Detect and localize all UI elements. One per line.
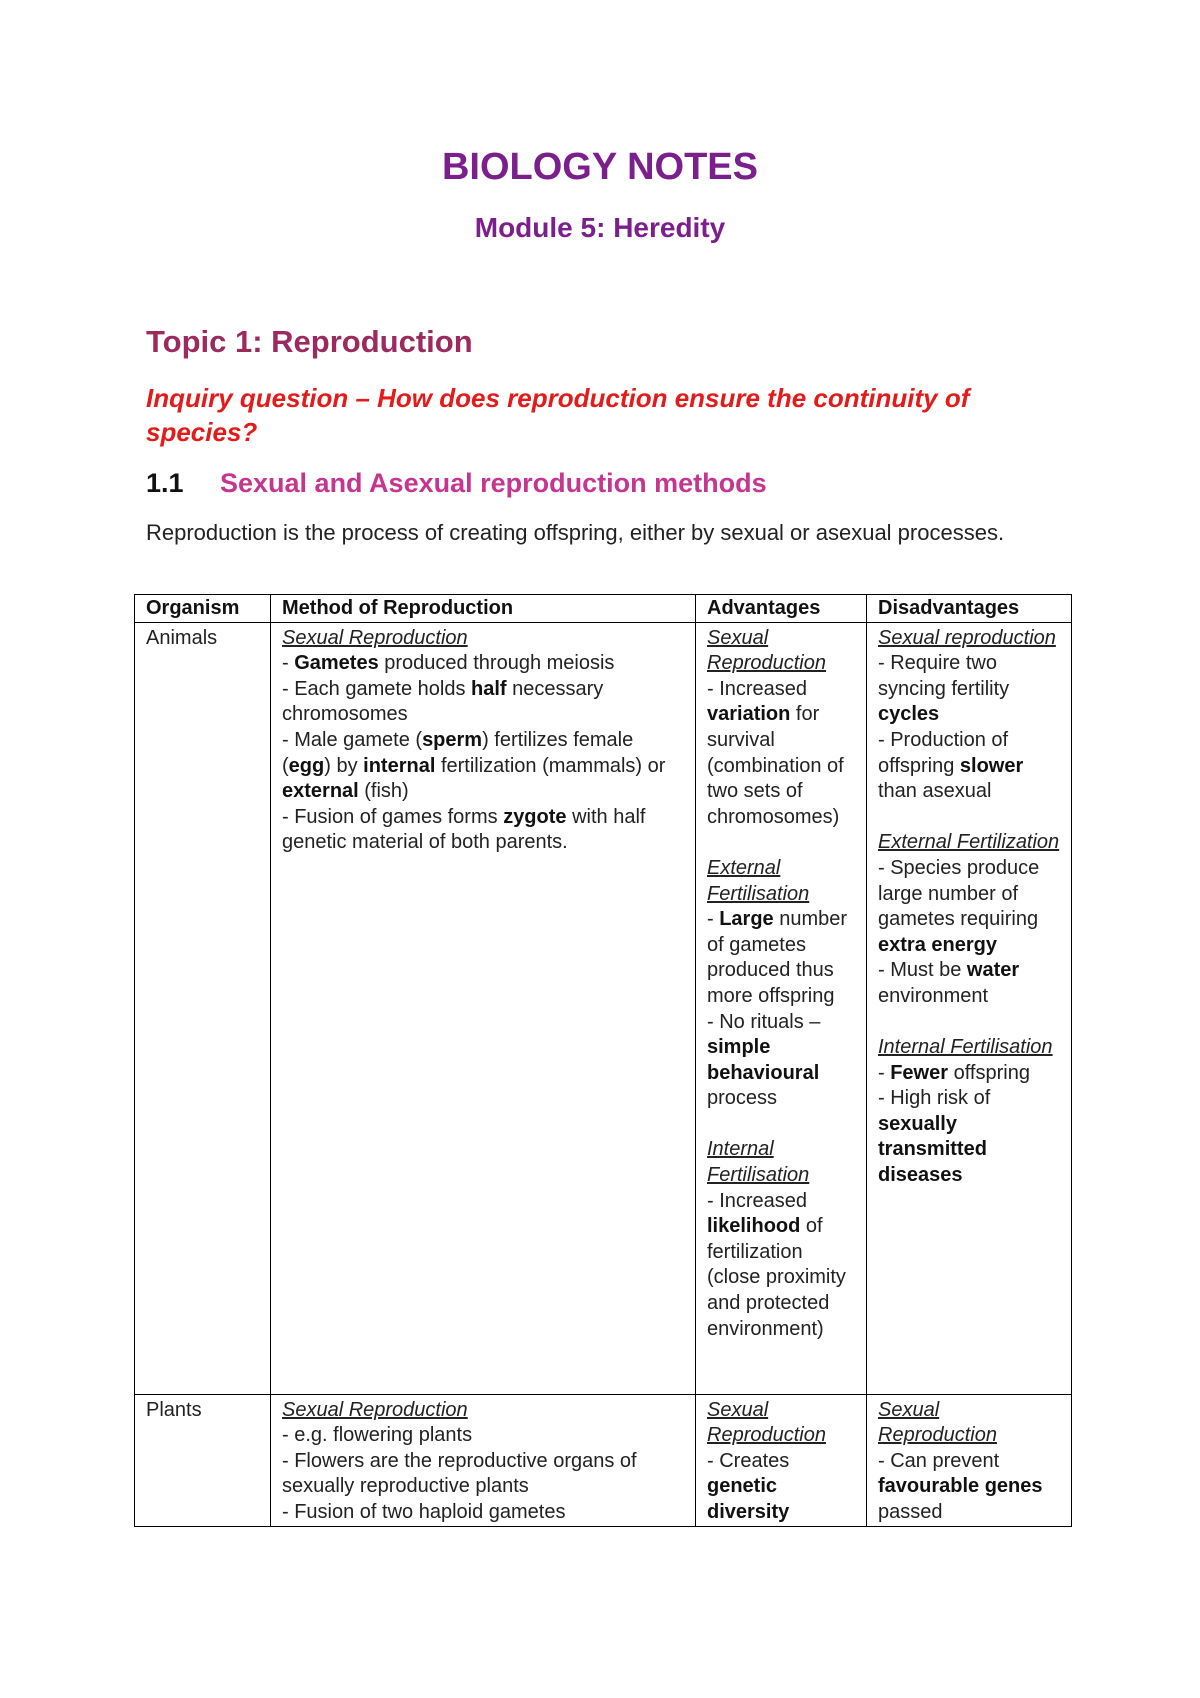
intro-paragraph: Reproduction is the process of creating offspring, either by sexual or asexual processes. [146,520,1005,545]
advantage-heading: Sexual Reproduction [707,626,826,675]
document-title: BIOLOGY NOTES [441,146,758,188]
method-line: - Fusion of two haploid gametes [282,1500,566,1523]
bold-keyword: cycles [878,703,940,726]
bold-keyword: sexually transmitted diseases [878,1112,987,1187]
spacer [707,830,855,856]
bold-keyword: zygote [503,805,567,828]
disadvantage-line: - Must be water environment [878,959,1020,1007]
disadvantage-heading: External Fertilization [878,831,1060,854]
cell-advantages-animals [696,622,867,1394]
bold-keyword: variation [707,703,791,726]
method-line: - e.g. flowering plants [282,1424,473,1447]
method-line: - Flowers are the reproductive organs of sexually reproductive plants [282,1449,637,1498]
table-row-animals [135,622,1072,1394]
advantage-line: - Increased variation for survival (combination of two sets of chromosomes) [707,677,844,828]
bold-keyword: water [966,959,1020,982]
spacer [707,1112,855,1138]
method-line: - Each gamete holds half necessary chromosomes [282,677,604,726]
bold-keyword: Large [719,908,774,931]
bold-keyword: internal [363,754,436,777]
cell-organism-plants: Plants [135,1394,271,1526]
advantage-heading: Sexual Reproduction [707,1398,826,1447]
method-line: - Fusion of games forms zygote with half genetic material of both parents. [282,805,646,854]
reproduction-table [134,594,1072,1527]
bold-keyword: external [282,780,359,803]
bold-keyword: favourable genes [878,1475,1043,1498]
cell-method-animals [271,622,696,1394]
module-subtitle: Module 5: Heredity [474,212,726,243]
advantage-heading: External Fertilisation [707,856,810,905]
method-line: - Gametes produced through meiosis [282,652,615,675]
table-header-row [135,595,1072,623]
bold-keyword: sperm [422,728,483,751]
header-disadvantages: Disadvantages [867,595,1072,623]
bold-keyword: simple behavioural [707,1036,820,1084]
cell-disadvantages-plants [867,1394,1072,1526]
cell-disadvantages-animals [867,622,1072,1394]
method-heading: Sexual Reproduction [282,626,468,649]
header-method: Method of Reproduction [271,595,696,623]
header-organism: Organism [135,595,271,623]
table-row-plants [135,1394,1072,1526]
bold-keyword: half [471,677,507,700]
spacer [878,805,1060,831]
advantage-heading: Internal Fertilisation [707,1138,810,1187]
bold-keyword: slower [959,754,1024,777]
inquiry-question: Inquiry question – How does reproduction ensure the continuity of species? [146,383,970,447]
advantage-line: - Large number of gametes produced thus more offspring [707,908,848,1007]
bold-keyword: egg [288,754,325,777]
disadvantage-line: - High risk of sexually transmitted diseases [878,1087,991,1187]
section-title: Sexual and Asexual reproduction methods [220,468,767,498]
cell-method-plants [271,1394,696,1526]
disadvantage-line: - Fewer offspring [878,1061,1030,1084]
disadvantage-heading: Sexual Reproduction [878,1398,997,1447]
disadvantage-heading: Sexual reproduction [878,626,1056,649]
disadvantage-heading: Internal Fertilisation [878,1036,1053,1059]
topic-heading: Topic 1: Reproduction [146,324,473,359]
bold-keyword: likelihood [707,1215,801,1238]
spacer [878,1010,1060,1036]
cell-advantages-plants [696,1394,867,1526]
bold-keyword: Fewer [890,1061,949,1084]
advantage-line: - No rituals – simple behavioural process [707,1010,821,1110]
bold-keyword: Gametes [294,652,379,675]
disadvantage-line: - Require two syncing fertility cycles [878,652,1010,726]
disadvantage-line: - Production of offspring slower than asexual [878,728,1024,803]
method-line: - Male gamete (sperm) fertilizes female (egg) by internal fertilization (mammals) or external (fish) [282,728,666,803]
bold-keyword: extra energy [878,933,997,956]
disadvantage-line: - Species produce large number of gametes requiring extra energy [878,856,1040,956]
cell-organism-animals: Animals [135,622,271,1394]
disadvantage-line: - Can prevent favourable genes passed [878,1449,1043,1523]
advantage-line: - Creates genetic diversity [707,1449,790,1523]
section-heading [146,468,767,499]
advantage-line: - Increased likelihood of fertilization (close proximity and protected environment) [707,1189,846,1340]
header-advantages: Advantages [696,595,867,623]
method-heading: Sexual Reproduction [282,1398,468,1421]
bold-keyword: genetic diversity [707,1475,790,1523]
section-number: 1.1 [146,468,184,498]
